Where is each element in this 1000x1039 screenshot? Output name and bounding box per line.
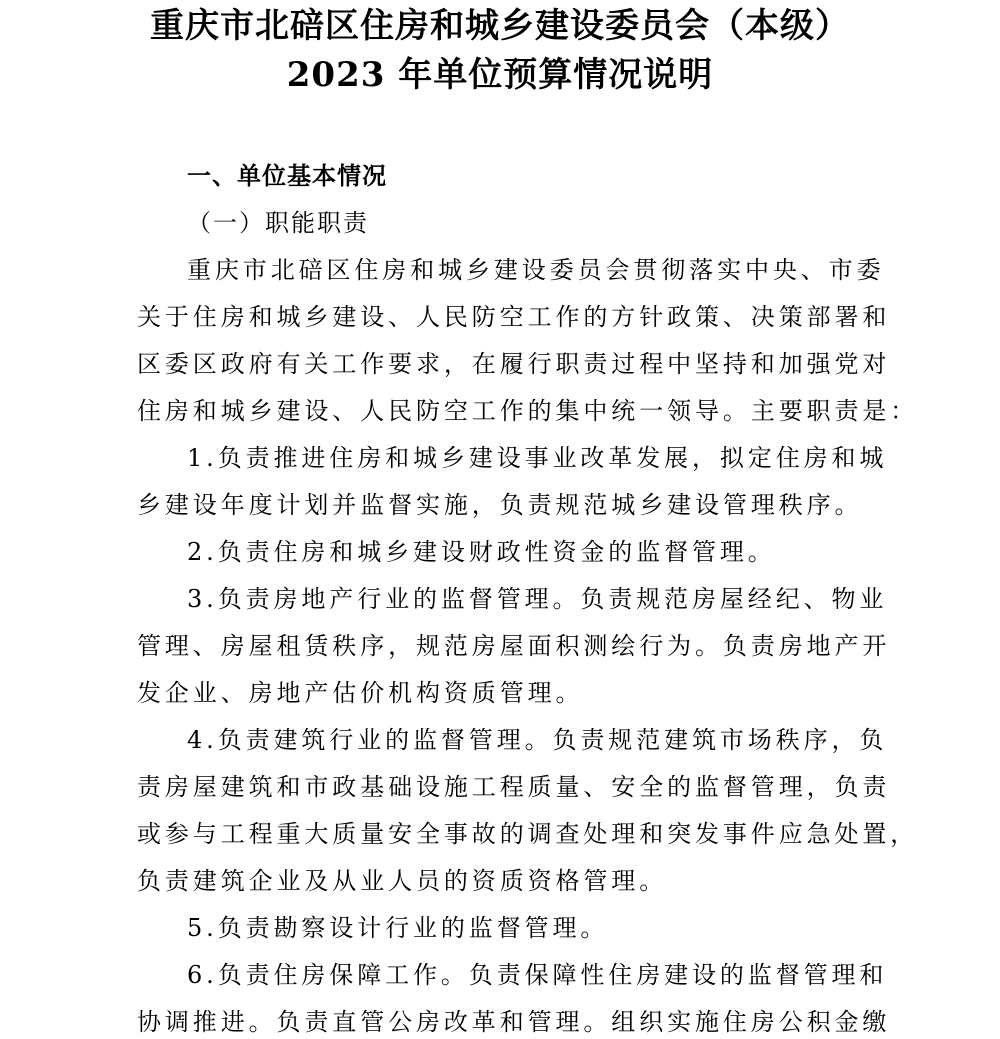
body-line: 3.负责房地产行业的监督管理。负责规范房屋经纪、物业 — [187, 585, 888, 613]
body-line: 5.负责勘察设计行业的监督管理。 — [187, 914, 609, 942]
document-title-line-2: 2023 年单位预算情况说明 — [286, 55, 714, 95]
body-line: 关于住房和城乡建设、人民防空工作的方针政策、决策部署和 — [137, 303, 891, 331]
body-line: 乡建设年度计划并监督实施，负责规范城乡建设管理秩序。 — [137, 491, 863, 519]
body-line: 或参与工程重大质量安全事故的调查处理和突发事件应急处置， — [137, 820, 919, 848]
body-line: 发企业、房地产估价机构资质管理。 — [137, 679, 584, 707]
body-line: 责房屋建筑和市政基础设施工程质量、安全的监督管理，负责 — [137, 773, 891, 801]
subsection-heading: （一）职能职责 — [187, 209, 369, 237]
body-line: 负责建筑企业及从业人员的资质资格管理。 — [137, 867, 668, 895]
body-line: 6.负责住房保障工作。负责保障性住房建设的监督管理和 — [187, 961, 888, 989]
body-line: 1.负责推进住房和城乡建设事业改革发展，拟定住房和城 — [187, 444, 888, 472]
section-heading: 一、单位基本情况 — [187, 162, 387, 190]
body-line: 重庆市北碚区住房和城乡建设委员会贯彻落实中央、市委 — [187, 256, 885, 284]
body-line: 4.负责建筑行业的监督管理。负责规范建筑市场秩序，负 — [187, 726, 888, 754]
body-line: 区委区政府有关工作要求，在履行职责过程中坚持和加强党对 — [137, 350, 891, 378]
body-line: 协调推进。负责直管公房改革和管理。组织实施住房公积金缴 — [137, 1008, 891, 1036]
body-line: 2.负责住房和城乡建设财政性资金的监督管理。 — [187, 538, 776, 566]
body-line: 住房和城乡建设、人民防空工作的集中统一领导。主要职责是： — [137, 397, 919, 425]
body-line: 管理、房屋租赁秩序，规范房屋面积测绘行为。负责房地产开 — [137, 632, 891, 660]
document-title-line-1: 重庆市北碚区住房和城乡建设委员会（本级） — [150, 6, 850, 46]
